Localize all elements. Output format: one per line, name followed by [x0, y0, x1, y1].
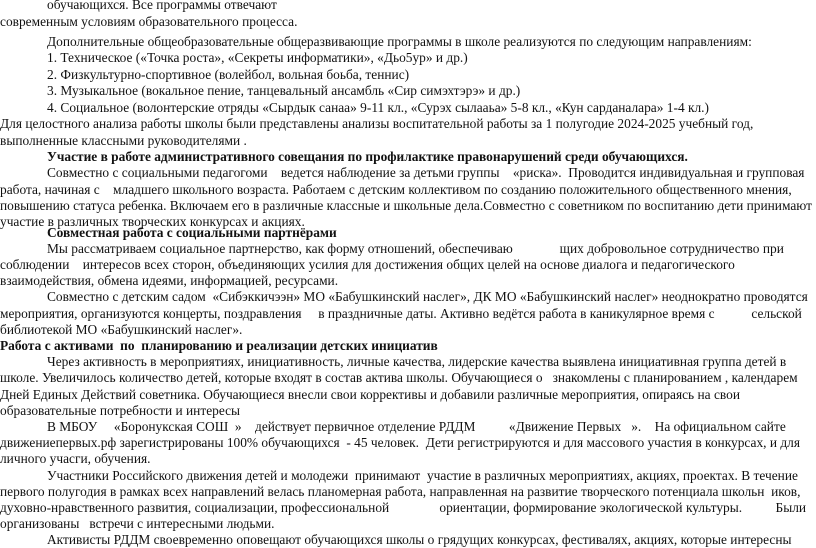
text-line: образовательные потребности и интересы — [0, 403, 241, 418]
text-line: движениепервых.рф зарегистрированы 100% обучающихся - 45 человек. Дети регистрируются и для массового участия в конкурсах, и для — [0, 435, 801, 450]
text-line: Активисты РДДМ своевременно оповещают обучающихся школы о грядущих конкурсах, фестивалях, акциях, которые интересны — [47, 532, 792, 547]
text-line: Через активность в мероприятиях, инициативность, личные качества, лидерские качества выявлена инициативная группа детей в — [47, 354, 787, 369]
text-line: Участники Российского движения детей и молодежи принимают участие в различных мероприятиях, акциях, проектах. В течение — [47, 468, 798, 483]
text-line: мероприятия, организуются концерты, поздравления в праздничные даты. Активно ведётся работа в каникулярное время с сельской — [0, 306, 802, 321]
section-heading: Работа с активами по планированию и реализации детских инициатив — [0, 338, 438, 353]
text-line: Совместно с социальными педагогоми ведется наблюдение за детьми группы «риска». Проводится индивидуальная и групповая — [47, 165, 805, 180]
text-line: школе. Увеличилось количество детей, которые входят в состав актива школы. Обучающиеся о знакомлены с планированием , календарем — [0, 370, 798, 385]
text-line: 4. Социальное (волонтерские отряды «Сырдык санаа» 9-11 кл., «Сурэх сылааьа» 5-8 кл., «Кун сарданалара» 1-4 кл.) — [47, 100, 709, 115]
text-line: Мы рассматриваем социальное партнерство, как форму отношений, обеспечиваю щих добровольное сотрудничество при — [47, 241, 784, 256]
text-line: Для целостного анализа работы школы были представлены анализы воспитательной работы за 1 полугодие 2024-2025 учебный год, — [0, 116, 754, 131]
text-line: взаимодействия, обмена идеями, информацией, ресурсами. — [0, 273, 339, 288]
text-line: работа, начиная с младшего школьного возраста. Работаем с детским коллективом по созданию положительного общественного мнения, — [0, 182, 792, 197]
text-line: 3. Музыкальное (вокальное пение, танцевальный ансамбль «Сир симэхтэрэ» и др.) — [47, 83, 521, 98]
section-heading: Совместная работа с социальными партнёрами — [47, 225, 337, 240]
text-line: личного учасги, обучения. — [0, 451, 151, 466]
text-line: духовно-нравственного развития, социализации, профессиональной ориентации, формирование экологической культуры. Были — [0, 500, 807, 515]
text-line: библиотекой МО «Бабушкинский наслег». — [0, 322, 243, 337]
text-line: 2. Физкультурно-спортивное (волейбол, вольная боьба, теннис) — [47, 67, 410, 82]
text-line: повышению статуса ребенка. Включаем его в различные классные и школьные дела.Совместно с советником по воспитанию дети принимают — [0, 198, 812, 213]
section-heading: Участие в работе административного совещания по профилактике правонарушений среди обучающихся. — [47, 149, 688, 164]
text-line: Совместно с детским садом «Сибэккичээн» МО «Бабушкинский наслег», ДК МО «Бабушкинский наслег» неоднократно проводятся — [47, 289, 808, 304]
text-line: организованы встречи с интересными людьми. — [0, 516, 275, 531]
text-line: В МБОУ «Боронукская СОШ » действует первичное отделение РДДМ «Движение Первых ». На официальном сайте — [47, 419, 786, 434]
text-line: выполненные классными руководителями . — [0, 133, 247, 148]
text-line: Дней Единых Действий советника. Обучающиеся внесли свои коррективы и добавили различные мероприятия, опираясь на свои — [0, 387, 741, 402]
text-line: участие в различных творческих конкурсах и акциях. — [0, 214, 305, 229]
text-line: 1. Техническое («Точка роста», «Секреты информатики», «Дьо5ур» и др.) — [47, 50, 468, 65]
text-line: первого полугодия в рамках всех направлений велась планомерная работа, направленная на развитие творческого потенциала школьн иков, — [0, 484, 801, 499]
text-line: обучающихся. Все программы отвечают — [47, 0, 277, 12]
text-line: соблюдении интересов всех сторон, объединяющих усилия для достижения общих целей на основе диалога и педагогического — [0, 257, 735, 272]
text-line: Дополнительные общеобразовательные общеразвивающие программы в школе реализуются по следующим направлениям: — [47, 34, 752, 49]
text-line: современным условиям образовательного процесса. — [0, 14, 298, 29]
